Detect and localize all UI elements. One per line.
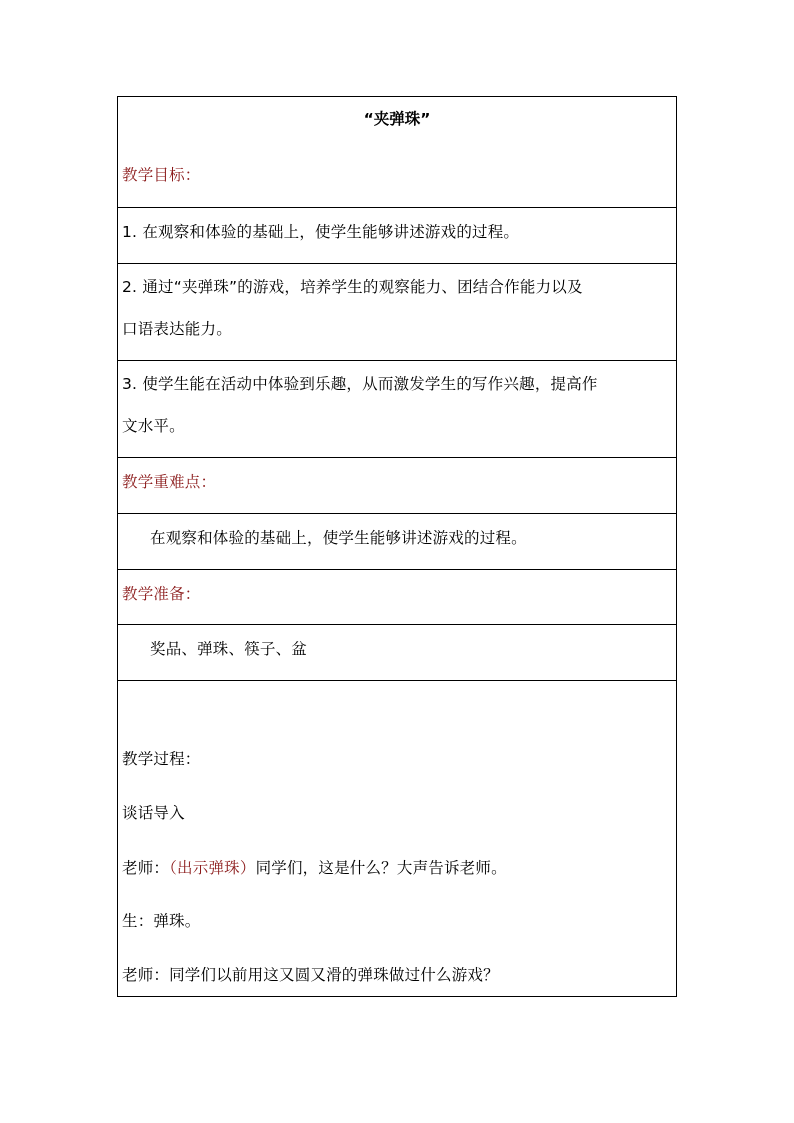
lesson-plan-table	[117, 96, 677, 997]
goal-row-3	[118, 360, 676, 457]
key-points-heading: 教学重难点：	[122, 473, 217, 491]
dialog-speaker: 老师：	[122, 966, 170, 984]
key-points-row	[118, 513, 676, 569]
prep-heading: 教学准备：	[122, 585, 201, 603]
process-heading: 教学过程：	[122, 750, 201, 768]
dialog-line-2	[122, 909, 201, 931]
process-intro: 谈话导入	[122, 804, 185, 822]
document-title: “夹弹珠”	[363, 110, 431, 128]
dialog-text: 弹珠。	[153, 912, 201, 930]
prep-row	[118, 624, 676, 680]
goals-heading: 教学目标：	[122, 166, 201, 184]
dialog-action: （出示弹珠）	[169, 859, 256, 877]
goal-item-3-line-1: 3. 使学生能在活动中体验到乐趣，从而激发学生的写作兴趣，提高作	[122, 375, 598, 393]
prep-heading-row	[118, 569, 676, 624]
goal-row-2	[118, 263, 676, 360]
goal-item-2-line-2: 口语表达能力。	[122, 320, 232, 338]
dialog-line-3	[122, 963, 499, 985]
goal-item-3-line-2: 文水平。	[122, 417, 185, 435]
key-points-text: 在观察和体验的基础上，使学生能够讲述游戏的过程。	[150, 529, 527, 547]
prep-text: 奖品、弹珠、筷子、盆	[150, 640, 308, 658]
key-points-heading-row	[118, 457, 676, 513]
title-row	[118, 97, 676, 207]
dialog-speaker: 生：	[122, 912, 154, 930]
dialog-line-1	[122, 856, 507, 878]
goal-item-1: 1. 在观察和体验的基础上，使学生能够讲述游戏的过程。	[122, 223, 520, 241]
goal-item-2-line-1: 2. 通过“夹弹珠”的游戏，培养学生的观察能力、团结合作能力以及	[122, 278, 583, 296]
dialog-text: 同学们以前用这又圆又滑的弹珠做过什么游戏？	[169, 966, 499, 984]
process-row	[118, 680, 676, 996]
dialog-text: 同学们，这是什么？大声告诉老师。	[255, 859, 507, 877]
dialog-speaker: 老师：	[122, 859, 170, 877]
goal-row-1	[118, 207, 676, 263]
